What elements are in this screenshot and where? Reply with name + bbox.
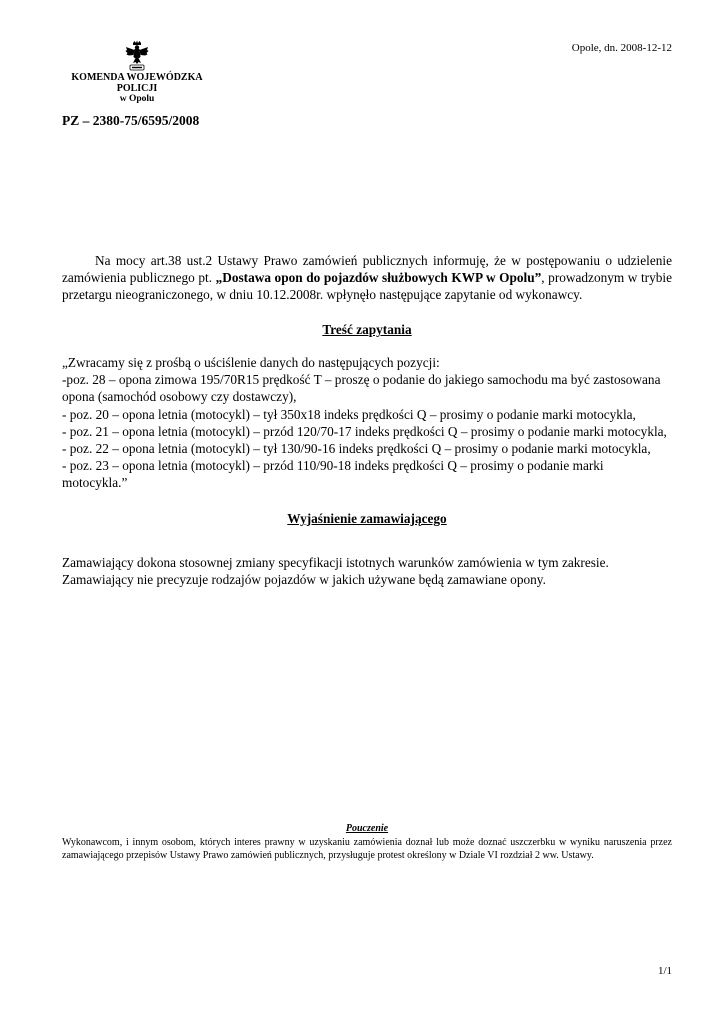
question-line: -poz. 28 – opona zimowa 195/70R15 prędkość T – proszę o podanie do jakiego samochodu ma być zastosowana opona (samochód osobowy czy dostawczy), (62, 372, 661, 405)
place-date: Opole, dn. 2008-12-12 (571, 42, 672, 54)
intro-paragraph (62, 252, 672, 304)
answer-line: Zamawiający dokona stosownej zmiany specyfikacji istotnych warunków zamówienia w tym zakresie. (62, 555, 609, 570)
answer-heading: Wyjaśnienie zamawiającego (287, 511, 447, 526)
question-line: - poz. 20 – opona letnia (motocykl) – tył 350x18 indeks prędkości Q – prosimy o podanie marki motocykla, (62, 406, 636, 422)
reference-number: PZ – 2380-75/6595/2008 (62, 113, 200, 128)
institution-location: w Opolu (119, 94, 155, 104)
notice-title: Pouczenie (345, 823, 389, 834)
institution-name-line2: POLICJI (116, 83, 158, 94)
question-heading: Treść zapytania (322, 322, 412, 337)
page-number: 1/1 (657, 965, 672, 977)
question-line: - poz. 21 – opona letnia (motocykl) – przód 120/70-17 indeks prędkości Q – prosimy o podanie marki motocykla, (62, 423, 667, 439)
notice-text: Wykonawcom, i innym osobom, których interes prawny w uzyskaniu zamówienia doznał lub może doznać uszczerbku w wyniku naruszenia przez zamawiającego przepisów Ustawy Prawo zamówień publicznych, przysługuje protest określony w Dziale VI rozdział 2 ww. Ustawy. (62, 837, 672, 861)
question-line: - poz. 22 – opona letnia (motocykl) – tył 130/90-16 indeks prędkości Q – prosimy o podanie marki motocykla, (62, 441, 651, 457)
answer-line: Zamawiający nie precyzuje rodzajów pojazdów w jakich używane będą zamawiane opony. (62, 572, 546, 588)
question-body (62, 354, 672, 492)
police-eagle-emblem-icon (124, 40, 150, 72)
intro-text-before: Na mocy art.38 ust.2 Ustawy Prawo zamówień publicznych informuję, że w postępowaniu o udzielenie zamówienia publicznego pt. (62, 253, 672, 286)
answer-body (62, 554, 672, 588)
question-line: - poz. 23 – opona letnia (motocykl) – przód 110/90-18 indeks prędkości Q – prosimy o podanie marki motocykla.” (62, 458, 604, 491)
question-line: „Zwracamy się z prośbą o uściślenie danych do następujących pozycji: (62, 355, 440, 370)
institution-header (62, 40, 212, 105)
intro-text-after: , prowadzonym w trybie przetargu nieograniczonego, w dniu 10.12.2008r. wpłynęło następujące zapytanie od wykonawcy. (62, 270, 672, 303)
tender-title: „Dostawa opon do pojazdów służbowych KWP w Opolu” (215, 270, 542, 286)
institution-name-line1: KOMENDA WOJEWÓDZKA (71, 72, 203, 83)
